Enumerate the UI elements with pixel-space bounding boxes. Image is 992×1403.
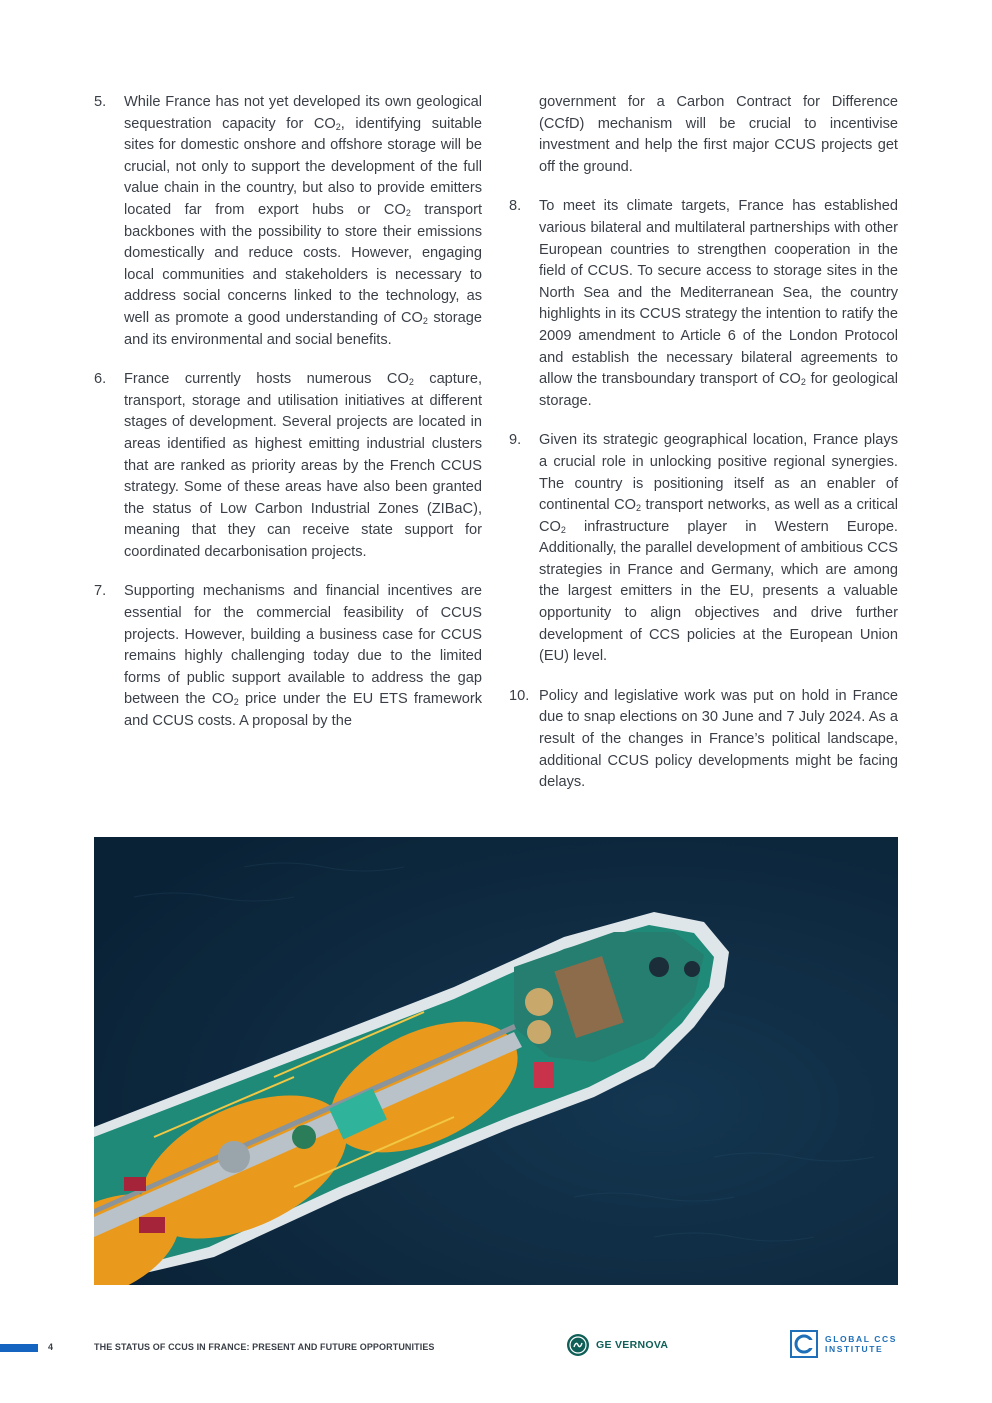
item-number: 5. bbox=[94, 94, 107, 110]
footer-accent-bar bbox=[0, 1344, 38, 1352]
item-number: 10. bbox=[509, 687, 530, 704]
red-container bbox=[534, 1062, 554, 1088]
anchor-winch bbox=[684, 961, 700, 977]
ccs-logo-text: GLOBAL CCS INSTITUTE bbox=[825, 1334, 898, 1354]
footer-title: THE STATUS OF CCUS IN FRANCE: PRESENT AND FUTURE OPPORTUNITIES bbox=[94, 1342, 435, 1352]
valve bbox=[292, 1125, 316, 1149]
anchor-winch bbox=[649, 957, 669, 977]
tanker-ship-photo bbox=[94, 837, 898, 1285]
page-number: 4 bbox=[48, 1342, 54, 1352]
rope-coil bbox=[525, 988, 553, 1016]
item-text: Policy and legislative work was put on hold in France due to snap elections on 30 June and 7 July 2024. As a result of the changes in France’s political landscape, additional CCUS policy developments might be facing delays. bbox=[539, 687, 898, 791]
item-text: To meet its climate targets, France has established various bilateral and multilateral partnerships with other European countries to strengthen cooperation in the field of CCUS. To secure access to storage sites in the North Sea and the Mediterranean Sea, the country highlights in its CCUS strategy the intention to ratify the 2009 amendment to Article 6 of the London Protocol and establish the necessary bilateral agreements to allow the transboundary transport of $CO_2$ for geological storage. bbox=[539, 198, 898, 409]
crane-base bbox=[218, 1141, 250, 1173]
right-column bbox=[509, 92, 898, 812]
item-number: 7. bbox=[94, 583, 107, 600]
list-item bbox=[509, 686, 898, 794]
global-ccs-institute-logo bbox=[790, 1330, 897, 1358]
list-item bbox=[94, 92, 482, 351]
item-text: Supporting mechanisms and financial incentives are essential for the commercial feasibility of CCUS projects. However, building a business case for CCUS remains highly challenging today due to the limited forms of public support available to address the gap between the $CO_2$ price under the EU ETS framework and CCUS costs. A proposal by the bbox=[124, 583, 483, 730]
continued-text: government for a Carbon Contract for Difference (CCfD) mechanism will be crucial to incentivise investment and help the first major CCUS projects get off the ground. bbox=[539, 94, 898, 175]
item-number: 9. bbox=[509, 432, 522, 449]
item-number: 6. bbox=[94, 371, 107, 388]
list-item bbox=[94, 581, 482, 732]
list-item bbox=[509, 430, 898, 668]
left-column bbox=[94, 92, 482, 751]
ge-logo-text: GE VERNOVA bbox=[596, 1339, 669, 1351]
list-item bbox=[509, 196, 898, 412]
list-item bbox=[94, 369, 482, 563]
rope-coil bbox=[527, 1020, 551, 1044]
item-text: France currently hosts numerous $CO_2$ capture, transport, storage and utilisation initiatives at different stages of development. Several projects are located in areas identified as highest emitting industrial clusters that are ranked as priority areas by the French CCUS strategy. Some of these areas have also been granted the status of Low Carbon Industrial Zones (ZIBaC), meaning that they can receive state support for coordinated decarbonisation projects. bbox=[124, 371, 482, 560]
item-text: Given its strategic geographical location, France plays a crucial role in unlocking positive regional synergies. The country is positioning itself as an enabler of continental $CO_2$ transport networks, as well as a critical $CO_2$ infrastructure player in Western Europe. Additionally, the parallel development of ambitious CCS strategies in France and Germany, which are among the largest emitters in the EU, presents a valuable opportunity to align objectives and drive further development of CCS policies at the European Union (EU) level. bbox=[539, 432, 898, 665]
ge-vernova-logo bbox=[566, 1333, 668, 1357]
ship-illustration bbox=[94, 837, 898, 1285]
item-text: While France has not yet developed its own geological sequestration capacity for $CO_2$, identifying suitable sites for domestic onshore and offshore storage will be crucial, not only to support the development of the full value chain in the country, but also to provide emitters located far from export hubs or $CO_2$ transport backbones with the possibility to store their emissions domestically and reduce costs. However, engaging local communities and stakeholders is necessary to address social concerns linked to the technology, as well as promote a good understanding of $CO_2$ storage and its environmental and social benefits. bbox=[124, 94, 482, 348]
ccs-logo-icon bbox=[790, 1330, 818, 1358]
red-box bbox=[124, 1177, 146, 1191]
ge-monogram-icon bbox=[566, 1333, 590, 1357]
item-number: 8. bbox=[509, 198, 522, 215]
red-box bbox=[139, 1217, 165, 1233]
